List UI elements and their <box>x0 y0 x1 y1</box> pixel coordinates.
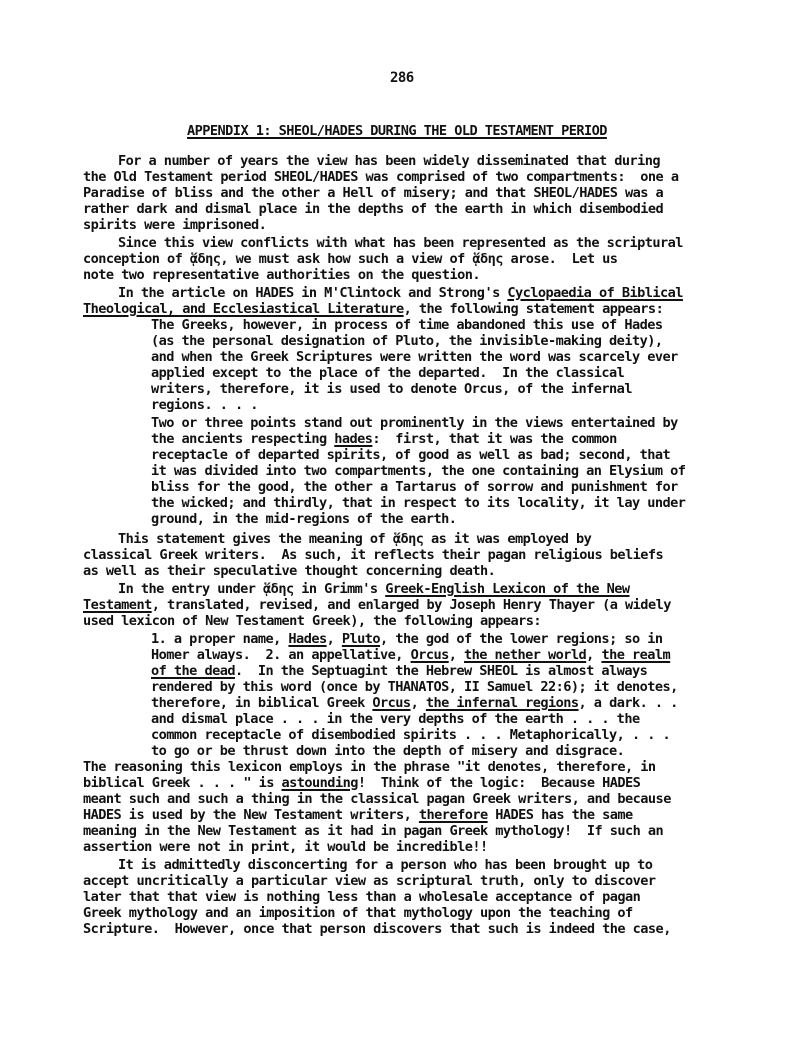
text-line <box>151 495 685 511</box>
text-run: Since this view conflicts with what has been represented as the scriptural <box>118 235 683 251</box>
text-line <box>83 597 671 613</box>
underlined-text: Orcus <box>410 647 449 663</box>
text-run: the wicked; and thirdly, that in respect to its locality, it lay under <box>151 495 686 511</box>
text-run: assertion were not in print, it would be incredible!! <box>83 839 488 855</box>
text-run: ground, in the mid-regions of the earth. <box>151 511 457 527</box>
text-run: writers, therefore, it is used to denote Orcus, of the infernal <box>151 381 632 397</box>
text-run: It is admittedly disconcerting for a person who has been brought up to <box>118 857 653 873</box>
text-run: Scripture. However, once that person discovers that such is indeed the case, <box>83 921 671 937</box>
text-line <box>83 921 671 937</box>
text-run: and dismal place . . . in the very depths of the earth . . . the <box>151 711 640 727</box>
text-run: , <box>410 695 426 711</box>
text-run: classical Greek writers. As such, it reflects their pagan religious beliefs <box>83 547 664 563</box>
underlined-text: Testament <box>83 597 152 613</box>
text-line <box>151 479 678 495</box>
text-line <box>151 711 640 727</box>
text-run: conception of ᾅδης, we must ask how such a view of ᾅδης arose. Let us <box>83 251 618 267</box>
text-line <box>151 397 258 413</box>
text-line <box>151 349 678 365</box>
text-line <box>151 663 647 679</box>
text-run: rather dark and dismal place in the depths of the earth in which disembodied <box>83 201 664 217</box>
text-line <box>151 511 456 527</box>
text-line <box>83 251 617 267</box>
text-line <box>83 267 480 283</box>
text-line <box>83 873 656 889</box>
text-line <box>83 563 495 579</box>
text-line <box>151 727 670 743</box>
text-line <box>83 775 640 791</box>
text-line <box>151 695 678 711</box>
text-run: biblical Greek . . . " is <box>83 775 282 791</box>
text-run: , <box>326 631 342 647</box>
text-line <box>83 547 663 563</box>
text-run: Paradise of bliss and the other a Hell of misery; and that SHEOL/HADES was a <box>83 185 664 201</box>
text-run: and when the Greek Scriptures were written the word was scarcely ever <box>151 349 678 365</box>
underlined-text: Pluto <box>341 631 381 647</box>
underlined-text: the nether world <box>464 647 587 663</box>
underlined-text: the infernal regions <box>425 695 579 711</box>
text-run: to go or be thrust down into the depth of misery and disgrace. <box>151 743 625 759</box>
text-run: , <box>448 647 465 663</box>
text-line <box>83 889 640 905</box>
text-line <box>151 647 670 663</box>
underlined-text: Cyclopaedia of Biblical <box>507 285 683 301</box>
text-run: spirits were imprisoned. <box>83 217 267 233</box>
text-line <box>151 333 663 349</box>
text-line <box>83 301 663 317</box>
text-line <box>151 631 663 647</box>
text-line <box>83 839 488 855</box>
text-run: receptacle of departed spirits, of good as well as bad; second, that <box>151 447 671 463</box>
text-run: ! Think of the logic: Because HADES <box>357 775 641 791</box>
text-line <box>151 447 670 463</box>
text-run: For a number of years the view has been widely disseminated that during <box>118 153 661 169</box>
text-line <box>151 415 678 431</box>
text-run: , the god of the lower regions; so in <box>380 631 663 647</box>
underlined-text: astounding <box>281 775 358 791</box>
text-line <box>83 823 663 839</box>
text-line <box>151 381 632 397</box>
text-line <box>151 679 678 695</box>
text-run: Greek mythology and an imposition of that mythology upon the teaching of <box>83 905 633 921</box>
text-run: (as the personal designation of Pluto, the invisible-making deity), <box>151 333 663 349</box>
text-line <box>118 581 630 597</box>
text-run: meaning in the New Testament as it had in pagan Greek mythology! If such an <box>83 823 664 839</box>
underlined-text: Theological, and Ecclesiastical Literature <box>83 301 404 317</box>
text-run: applied except to the place of the departed. In the classical <box>151 365 625 381</box>
text-line <box>83 807 633 823</box>
text-line <box>83 759 656 775</box>
text-run: later that that view is nothing less than a wholesale acceptance of pagan <box>83 889 641 905</box>
text-run: Two or three points stand out prominently in the views entertained by <box>151 415 678 431</box>
text-run: it was divided into two compartments, the one containing an Elysium of <box>151 463 686 479</box>
text-line <box>151 463 685 479</box>
page-number: 286 <box>390 70 414 86</box>
underlined-text: hades <box>334 431 373 447</box>
text-run: regions. . . . <box>151 397 258 413</box>
underlined-text: of the dead <box>151 663 235 679</box>
text-run: rendered by this word (once by THANATOS, II Samuel 22:6); it denotes, <box>151 679 678 695</box>
underlined-text: therefore <box>418 807 488 823</box>
text-run: the ancients respecting <box>151 431 335 447</box>
text-line <box>83 791 671 807</box>
text-run: therefore, in biblical Greek <box>151 695 373 711</box>
text-run: used lexicon of New Testament Greek), the following appears: <box>83 613 542 629</box>
text-line <box>83 169 678 185</box>
text-run: , a dark. . . <box>578 695 678 711</box>
text-run: as well as their speculative thought concerning death. <box>83 563 496 579</box>
text-line <box>151 743 624 759</box>
text-run: This statement gives the meaning of ᾅδης as it was employed by <box>118 531 592 547</box>
text-run: HADES has the same <box>487 807 633 823</box>
text-run: , the following statement appears: <box>403 301 664 317</box>
text-line <box>118 235 683 251</box>
text-line <box>83 905 633 921</box>
text-line <box>83 217 266 233</box>
text-run: , translated, revised, and enlarged by Joseph Henry Thayer (a widely <box>151 597 671 613</box>
text-line <box>83 613 541 629</box>
text-run: In the article on HADES in M'Clintock and Strong's <box>118 285 508 301</box>
text-line <box>118 285 683 301</box>
text-run: bliss for the good, the other a Tartarus of sorrow and punishment for <box>151 479 678 495</box>
text-line <box>151 431 617 447</box>
underlined-text: the realm <box>601 647 671 663</box>
text-run: In the entry under ᾅδης in Grimm's <box>118 581 386 597</box>
text-run: meant such and such a thing in the classical pagan Greek writers, and because <box>83 791 671 807</box>
text-line <box>83 201 663 217</box>
text-run: note two representative authorities on the question. <box>83 267 480 283</box>
text-run: The Greeks, however, in process of time abandoned this use of Hades <box>151 317 663 333</box>
text-run: Homer always. 2. an appellative, <box>151 647 411 663</box>
text-line <box>83 185 663 201</box>
text-run: . In the Septuagint the Hebrew SHEOL is almost always <box>234 663 648 679</box>
underlined-text: Hades <box>288 631 327 647</box>
text-run: : first, that it was the common <box>372 431 617 447</box>
text-line <box>118 857 652 873</box>
text-run: 1. a proper name, <box>151 631 289 647</box>
text-line <box>118 153 660 169</box>
text-run: HADES is used by the New Testament writers, <box>83 807 419 823</box>
text-run: the Old Testament period SHEOL/HADES was comprised of two compartments: one a <box>83 169 679 185</box>
text-run: The reasoning this lexicon employs in the phrase "it denotes, therefore, in <box>83 759 656 775</box>
text-line <box>151 365 624 381</box>
text-run: common receptacle of disembodied spirits . . . Metaphorically, . . . <box>151 727 671 743</box>
text-line <box>118 531 591 547</box>
text-line <box>151 317 663 333</box>
text-run: , <box>586 647 602 663</box>
underlined-text: Orcus <box>372 695 411 711</box>
underlined-text: Greek-English Lexicon of the New <box>385 581 630 597</box>
text-run: accept uncritically a particular view as scriptural truth, only to discover <box>83 873 656 889</box>
appendix-heading: APPENDIX 1: SHEOL/HADES DURING THE OLD TESTAMENT PERIOD <box>187 123 607 139</box>
